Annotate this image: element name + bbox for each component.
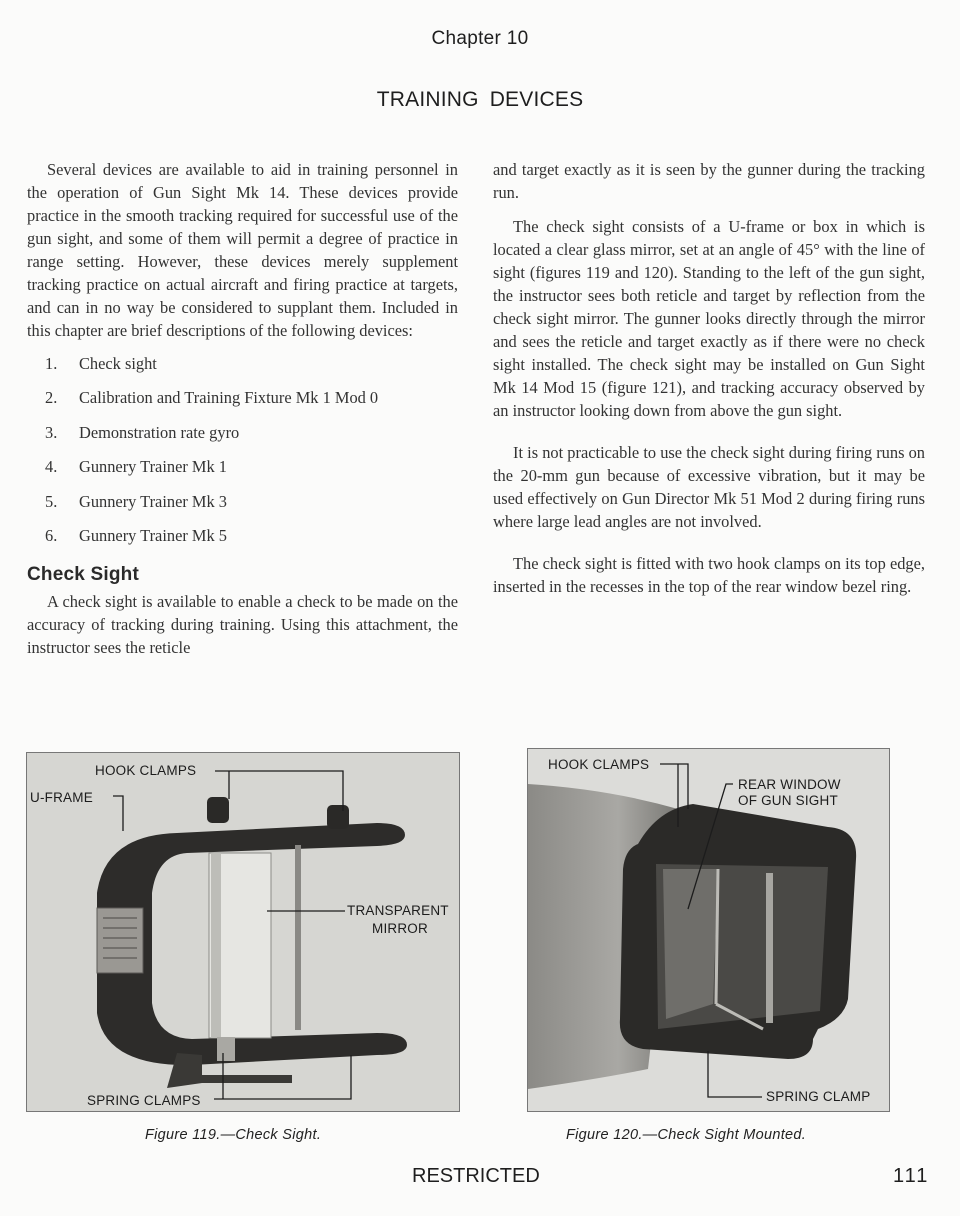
label-hook-clamps: HOOK CLAMPS (95, 763, 197, 778)
left-column (27, 158, 458, 659)
paragraph: The check sight is fitted with two hook clamps on its top edge, inserted in the recesses in the top of the rear window bezel ring. (493, 554, 925, 596)
label-transparent: TRANSPARENT (347, 903, 449, 918)
label-hook-clamps: HOOK CLAMPS (548, 757, 650, 772)
list-label: Gunnery Trainer Mk 1 (79, 457, 227, 477)
right-column (493, 158, 925, 598)
label-u-frame: U-FRAME (30, 790, 93, 805)
paragraph: The check sight consists of a U-frame or box in which is located a clear glass mirror, set at an angle of 45° with the line of sight (figures 119 and 120). Standing to the left of the gun sight, the instructor sees both reticle and target by reflection from the check sight mirror. The gunner looks directly through the mirror and sees the reticle and target exactly as if there were no check sight installed. The check sight may be installed on Gun Sight Mk 14 Mod 15 (figure 121), and tracking accuracy observed by an instructor looking down from above the gun sight. (493, 217, 925, 420)
figure-119-image (26, 752, 460, 1112)
list-number: 6. (45, 525, 58, 545)
figure-120-image (527, 748, 890, 1112)
page-number: 111 (893, 1165, 930, 1187)
page-title: TRAINING DEVICES (376, 88, 584, 111)
figure-120-caption: Figure 120.—Check Sight Mounted. (566, 1127, 807, 1143)
list-number: 2. (45, 388, 58, 408)
paragraph: It is not practicable to use the check sight during firing runs on the 20-mm gun because of excessive vibration, but it may be used effectively on Gun Director Mk 51 Mod 2 during firing runs where large lead angles are not involved. (493, 443, 925, 531)
list-number: 4. (45, 457, 58, 477)
continued-paragraph: and target exactly as it is seen by the gunner during the tracking run. (493, 160, 925, 202)
label-of-gun-sight: OF GUN SIGHT (738, 793, 838, 808)
chapter-label: Chapter 10 (431, 28, 529, 49)
list-label: Gunnery Trainer Mk 5 (79, 525, 227, 545)
section-paragraph: A check sight is available to enable a check to be made on the accuracy of tracking during training. Using this attachment, the instructor sees the reticle (27, 592, 458, 658)
list-label: Calibration and Training Fixture Mk 1 Mod 0 (79, 388, 379, 408)
device-list (27, 352, 458, 558)
list-item (27, 386, 458, 420)
intro-paragraph: Several devices are available to aid in training personnel in the operation of Gun Sight Mk 14. These devices provide practice in the smooth tracking required for successful use of the gun sight, and some of them will permit a degree of practice in range setting. However, these devices merely supplement tracking practice on actual aircraft and firing practice at targets, and can in no way be considered to supplant them. Included in this chapter are brief descriptions of the following devices: (27, 160, 458, 340)
label-spring-clamps: SPRING CLAMPS (87, 1093, 201, 1108)
list-item (27, 421, 458, 455)
list-item (27, 352, 458, 386)
list-number: 5. (45, 491, 58, 511)
list-label: Gunnery Trainer Mk 3 (79, 491, 227, 511)
list-number: 1. (45, 354, 58, 373)
classification-label: RESTRICTED (412, 1165, 540, 1187)
list-item (27, 490, 458, 524)
list-item (27, 455, 458, 489)
list-item (27, 524, 458, 558)
list-label: Check sight (79, 354, 157, 373)
list-label: Demonstration rate gyro (79, 422, 240, 442)
label-rear-window: REAR WINDOW (738, 777, 841, 792)
list-number: 3. (45, 422, 58, 442)
label-mirror: MIRROR (372, 921, 428, 936)
section-heading: Check Sight (27, 564, 139, 586)
figure-119-caption: Figure 119.—Check Sight. (145, 1127, 322, 1143)
label-spring-clamp: SPRING CLAMP (766, 1089, 871, 1104)
